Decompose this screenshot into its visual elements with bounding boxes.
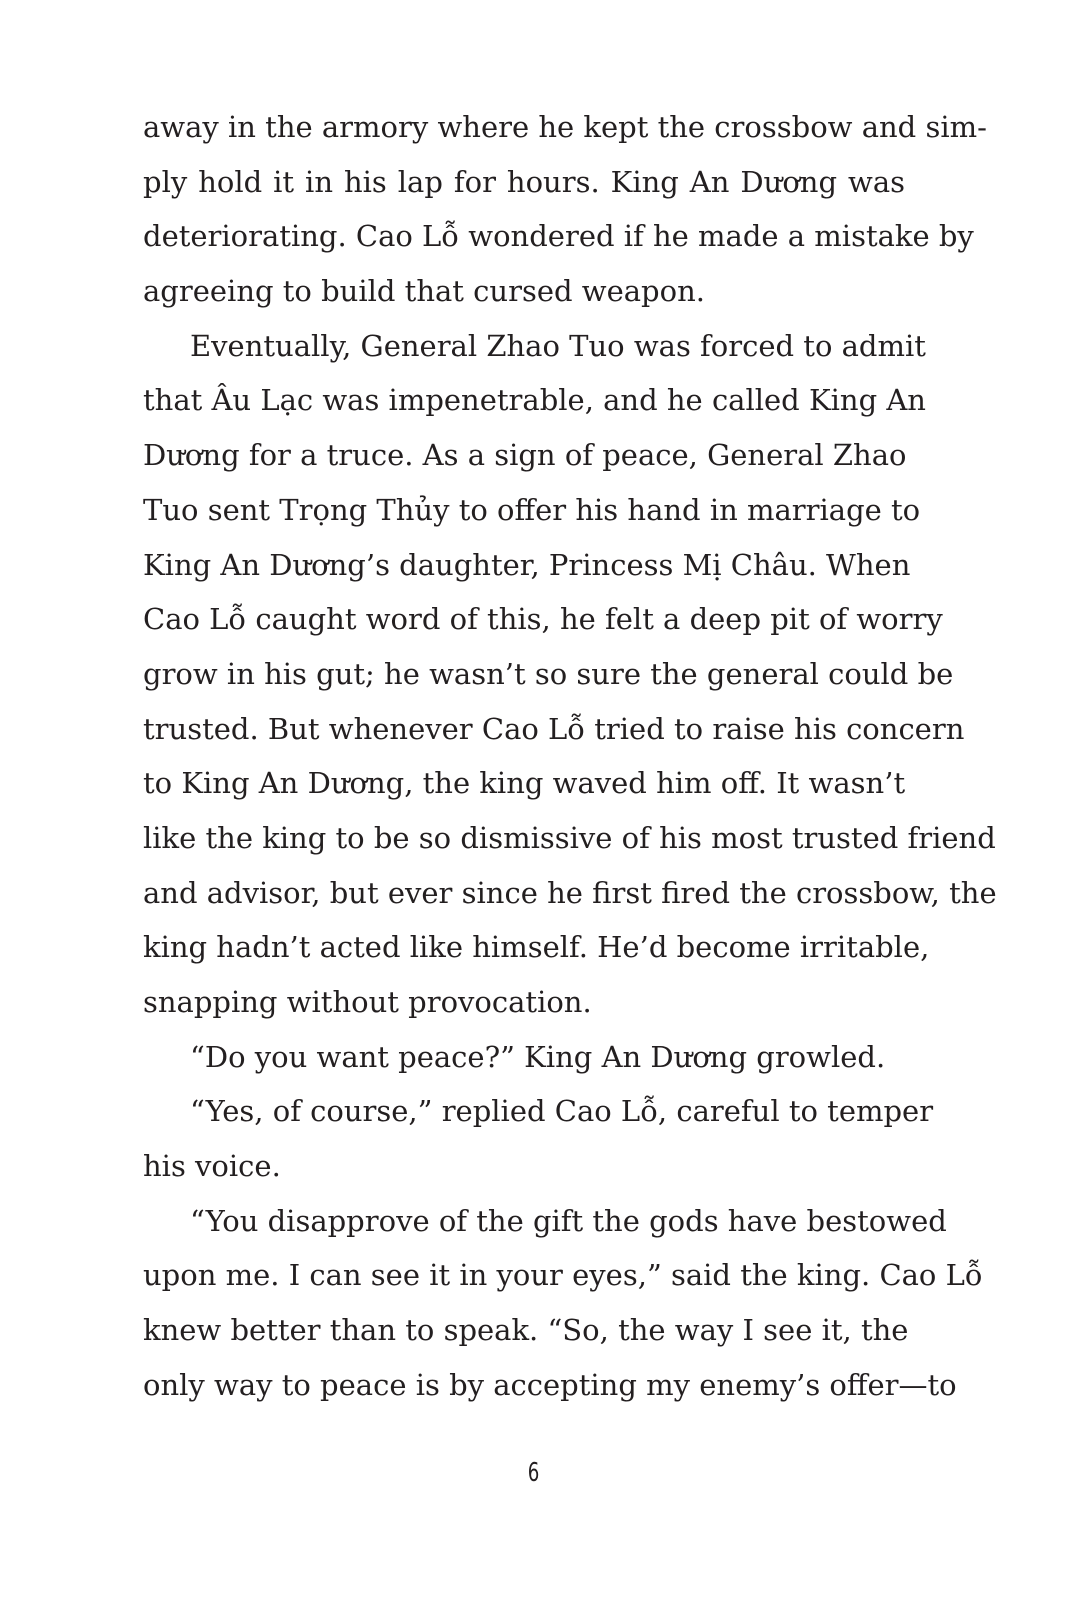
- text-line: grow in his gut; he wasn’t so sure the general could be: [143, 656, 954, 691]
- text-line: his voice.: [143, 1149, 281, 1184]
- text-line: like the king to be so dismissive of his most trusted friend: [143, 820, 996, 855]
- text-line: ply hold it in his lap for hours. King An Dương was: [143, 164, 905, 199]
- text-line: “You disapprove of the gift the gods have bestowed: [190, 1203, 947, 1238]
- text-line: to King An Dương, the king waved him off. It wasn’t: [143, 766, 906, 801]
- page-number: 6: [527, 1458, 540, 1488]
- text-line: trusted. But whenever Cao Lỗ tried to raise his concern: [143, 711, 965, 746]
- text-line: Tuo sent Trọng Thủy to offer his hand in marriage to: [143, 492, 921, 527]
- text-line: and advisor, but ever since he first fired the crossbow, the: [143, 875, 997, 910]
- text-line: Dương for a truce. As a sign of peace, General Zhao: [143, 438, 907, 473]
- text-line: snapping without provocation.: [143, 985, 592, 1019]
- text-line: King An Dương’s daughter, Princess Mị Châu. When: [143, 547, 911, 582]
- body-text: [143, 100, 997, 1413]
- text-line: away in the armory where he kept the crossbow and sim-: [143, 110, 987, 144]
- text-line: Eventually, General Zhao Tuo was forced to admit: [190, 328, 926, 363]
- text-line: agreeing to build that cursed weapon.: [143, 274, 705, 309]
- text-line: knew better than to speak. “So, the way I see it, the: [143, 1313, 909, 1348]
- text-line: “Yes, of course,” replied Cao Lỗ, careful to temper: [190, 1094, 934, 1129]
- text-line: upon me. I can see it in your eyes,” said the king. Cao Lỗ: [143, 1258, 983, 1293]
- text-line: “Do you want peace?” King An Dương growled.: [190, 1039, 886, 1074]
- text-line: king hadn’t acted like himself. He’d become irritable,: [143, 930, 930, 965]
- text-line: Cao Lỗ caught word of this, he felt a deep pit of worry: [143, 602, 943, 637]
- text-line: deteriorating. Cao Lỗ wondered if he made a mistake by: [143, 219, 974, 254]
- text-line: that Âu Lạc was impenetrable, and he called King An: [143, 383, 926, 418]
- text-line: only way to peace is by accepting my enemy’s offer—to: [143, 1367, 957, 1402]
